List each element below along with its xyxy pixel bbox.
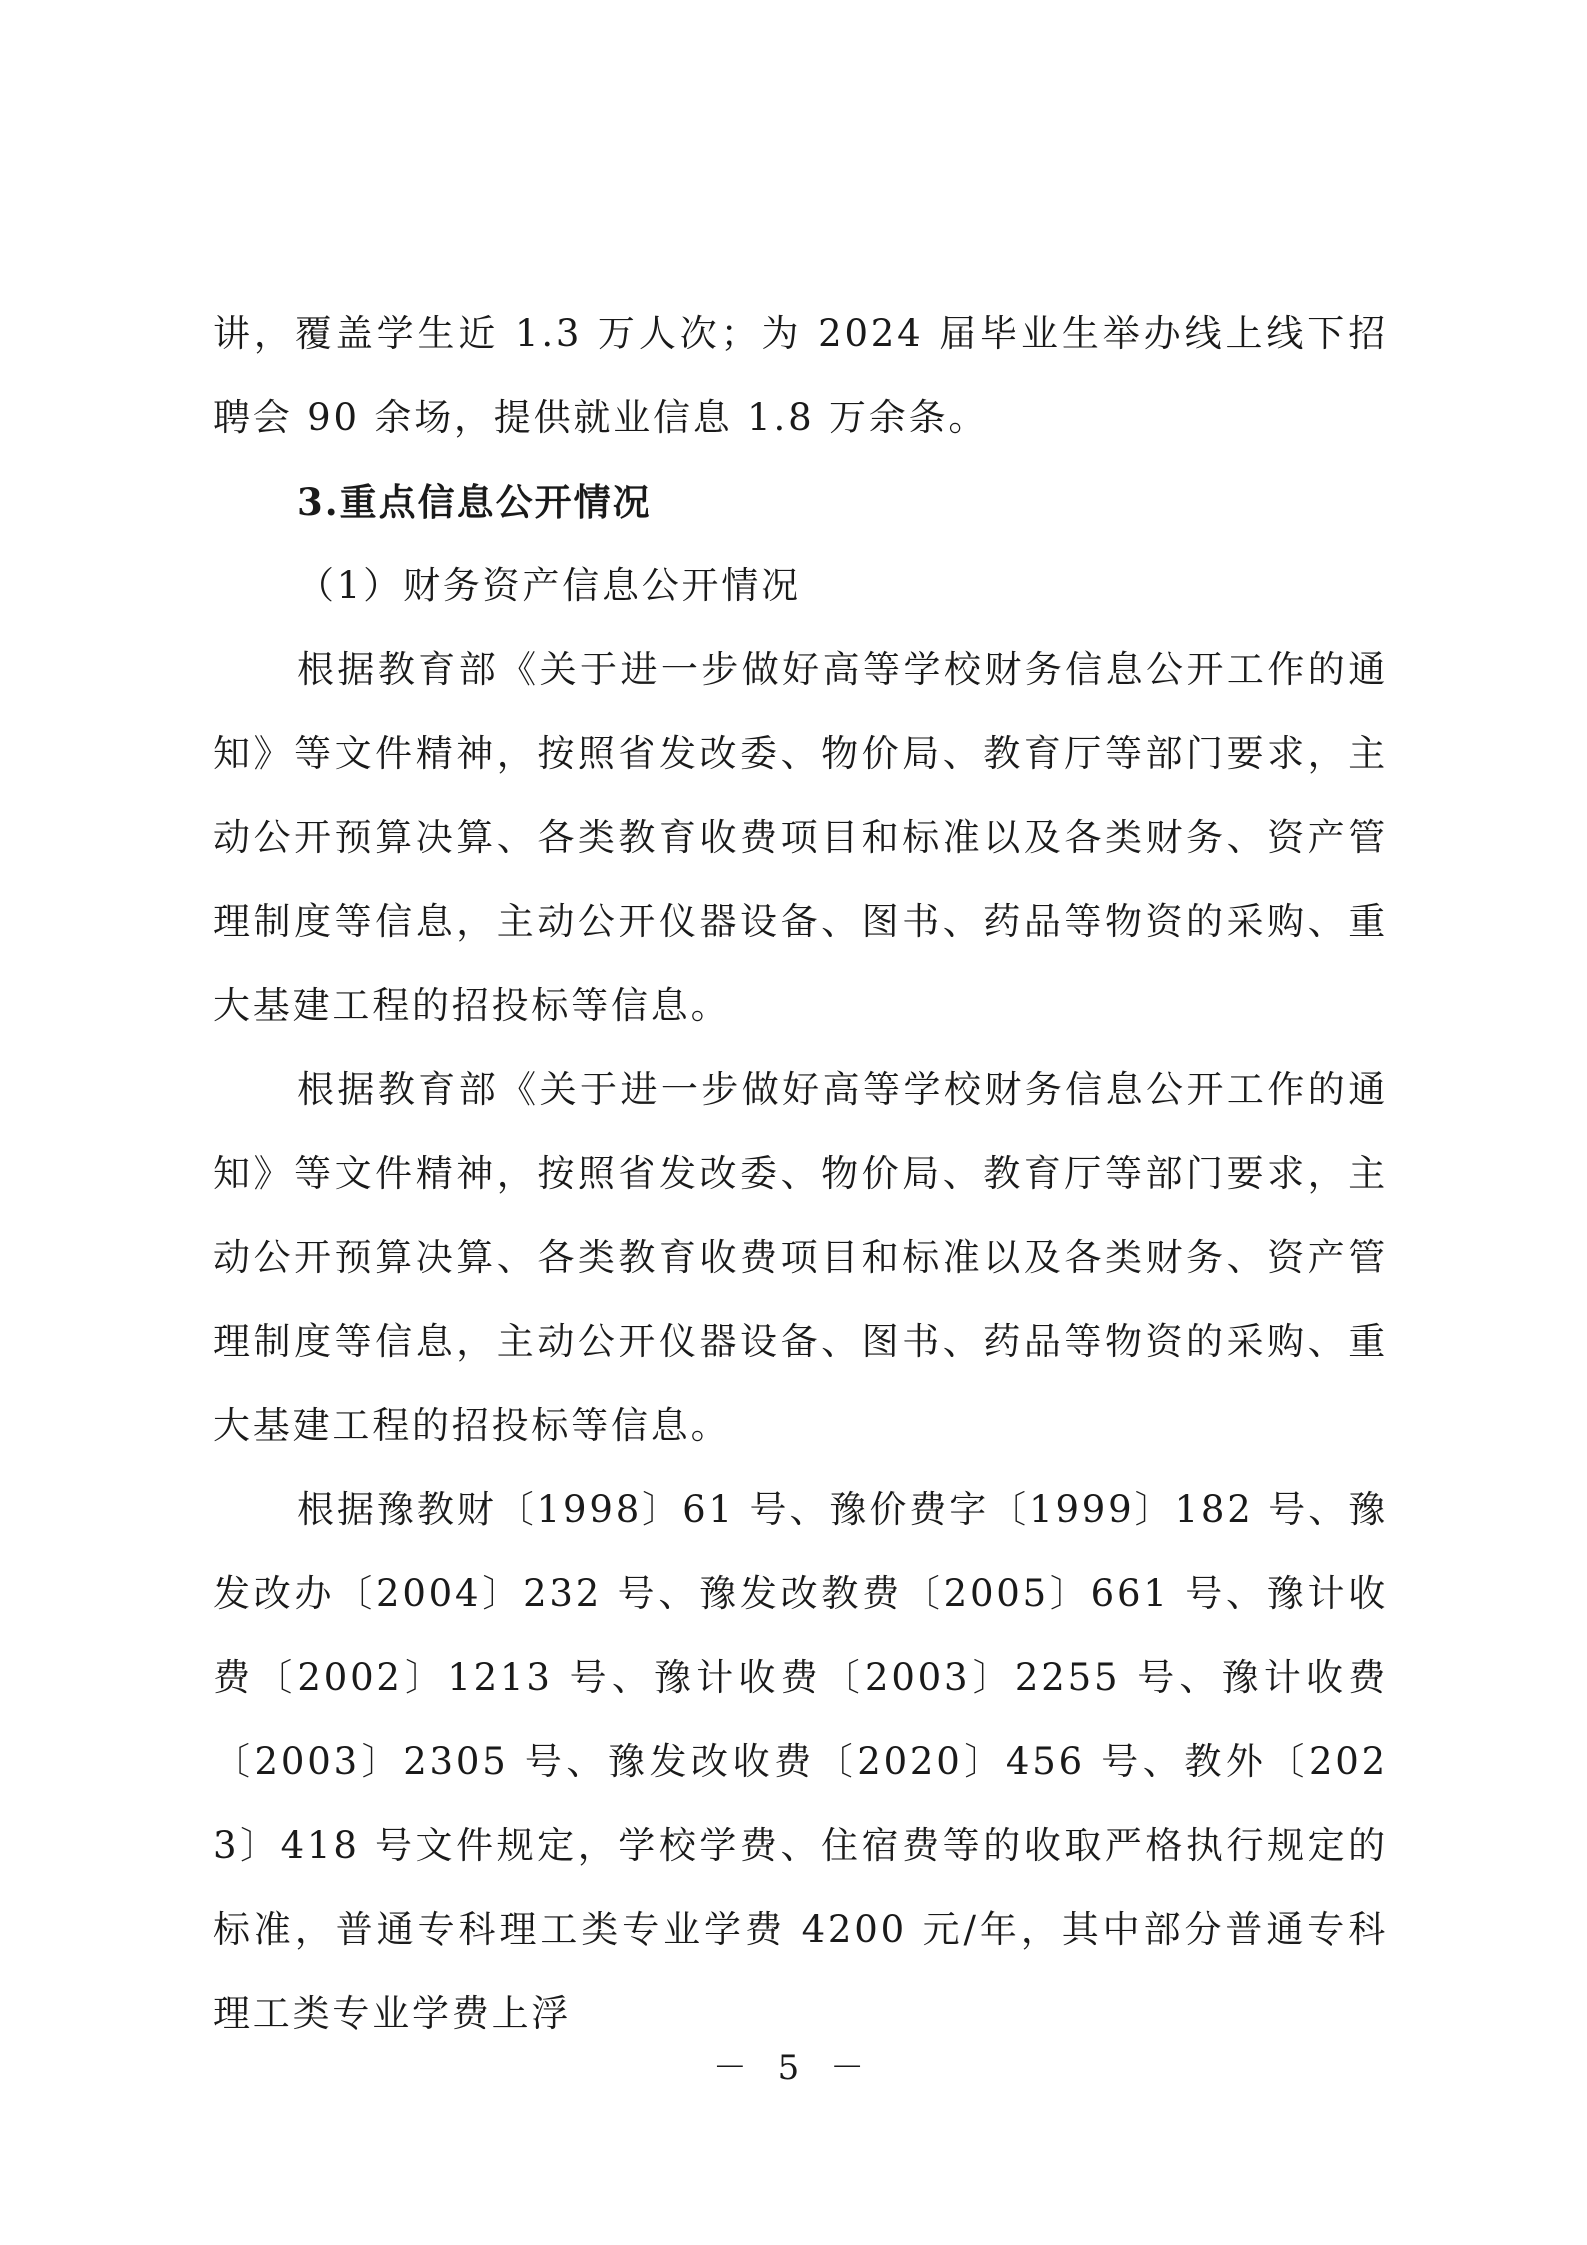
document-body <box>213 292 1388 2056</box>
paragraph-financial-disclosure-1: 根据教育部《关于进一步做好高等学校财务信息公开工作的通知》等文件精神，按照省发改委、物价局、教育厅等部门要求，主动公开预算决算、各类教育收费项目和标准以及各类财务、资产管理制度等信息，主动公开仪器设备、图书、药品等物资的采购、重大基建工程的招投标等信息。 <box>213 648 1388 1027</box>
paragraph-employment-continued: 讲，覆盖学生近 1.3 万人次；为 2024 届毕业生举办线上线下招聘会 90 余场，提供就业信息 1.8 万余条。 <box>213 312 1388 439</box>
sub-heading-financial-assets: （1）财务资产信息公开情况 <box>297 564 801 607</box>
section-heading-key-disclosure: 3.重点信息公开情况 <box>297 480 652 524</box>
page-number: － 5 － <box>712 2048 875 2088</box>
paragraph-tuition-regulations: 根据豫教财〔1998〕61 号、豫价费字〔1999〕182 号、豫发改办〔2004〕232 号、豫发改教费〔2005〕661 号、豫计收费〔2002〕1213 号、豫计收费〔2003〕2255 号、豫计收费〔2003〕2305 号、豫发改收费〔2020〕456 号、教外〔2023〕418 号文件规定，学校学费、住宿费等的收取严格执行规定的标准，普通专科理工类专业学费 4200 元/年，其中部分普通专科理工类专业学费上浮 <box>213 1488 1388 2035</box>
paragraph-financial-disclosure-2: 根据教育部《关于进一步做好高等学校财务信息公开工作的通知》等文件精神，按照省发改委、物价局、教育厅等部门要求，主动公开预算决算、各类教育收费项目和标准以及各类财务、资产管理制度等信息，主动公开仪器设备、图书、药品等物资的采购、重大基建工程的招投标等信息。 <box>213 1068 1388 1447</box>
